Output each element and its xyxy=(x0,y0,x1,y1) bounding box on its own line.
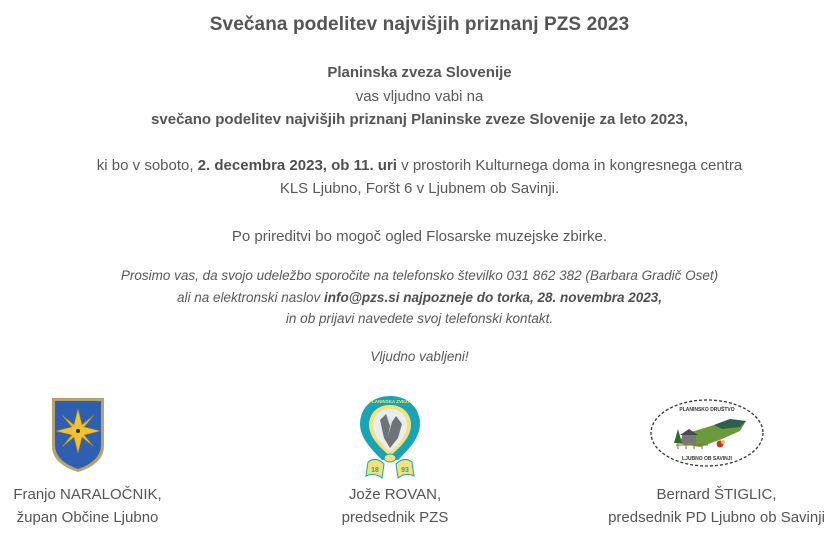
signer-name: Bernard ŠTIGLIC, xyxy=(656,486,777,503)
signer-name: Jože ROVAN, xyxy=(348,486,442,503)
svg-text:18: 18 xyxy=(371,467,379,474)
invite-line: vas vljudno vabi na xyxy=(355,88,484,105)
svg-text:PLANINSKO DRUŠTVO: PLANINSKO DRUŠTVO xyxy=(679,407,735,413)
rsvp-line-1: Prosimo vas, da svojo udeležbo sporočite na telefonsko številko 031 862 382 (Barbara Gradič Oset) xyxy=(120,268,719,283)
signer-role: predsednik PD Ljubno ob Savinji xyxy=(608,509,825,526)
svg-text:PLANINSKA ZVEZA: PLANINSKA ZVEZA xyxy=(368,399,412,404)
pd-ljubno-logo-icon xyxy=(648,397,766,469)
organization-name: Planinska zveza Slovenije xyxy=(327,64,512,81)
rsvp-line-3: in ob prijavi navedete svoj telefonski kontakt. xyxy=(285,311,554,326)
rsvp-email-deadline[interactable]: info@pzs.si najpozneje do torka, 28. novembra 2023, xyxy=(324,290,663,305)
award-line: svečano podelitev najvišjih priznanj Planinske zveze Slovenije za leto 2023, xyxy=(151,111,688,128)
signer-name: Franjo NARALOČNIK, xyxy=(13,486,162,503)
details-pre: ki bo v soboto, xyxy=(96,157,198,174)
signer-ljubno-mayor xyxy=(0,483,175,529)
document-title: Svečana podelitev najvišjih priznanj PZS 2023 xyxy=(209,14,630,35)
svg-text:93: 93 xyxy=(401,467,409,474)
after-event-note: Po prireditvi bo mogoč ogled Flosarske muzejske zbirke. xyxy=(231,228,608,245)
event-details-line-1 xyxy=(0,157,839,174)
ljubno-coat-of-arms-icon xyxy=(50,396,106,474)
signer-pzs-president xyxy=(310,483,480,529)
pzs-logo-icon xyxy=(356,394,424,480)
event-date-time: 2. decembra 2023, ob 11. uri xyxy=(197,157,397,174)
signer-role: predsednik PZS xyxy=(341,509,449,526)
closing-regards: Vljudno vabljeni! xyxy=(370,349,469,364)
signer-role: župan Občine Ljubno xyxy=(16,509,159,526)
signer-pd-president xyxy=(594,483,839,529)
rsvp-line-2 xyxy=(0,290,839,305)
event-details-line-2: KLS Ljubno, Foršt 6 v Ljubnem ob Savinji. xyxy=(279,180,560,197)
svg-text:LJUBNO OB SAVINJI: LJUBNO OB SAVINJI xyxy=(682,456,732,462)
details-post: v prostorih Kulturnega doma in kongresnega centra xyxy=(396,157,743,174)
rsvp-pre: ali na elektronski naslov xyxy=(176,290,325,305)
